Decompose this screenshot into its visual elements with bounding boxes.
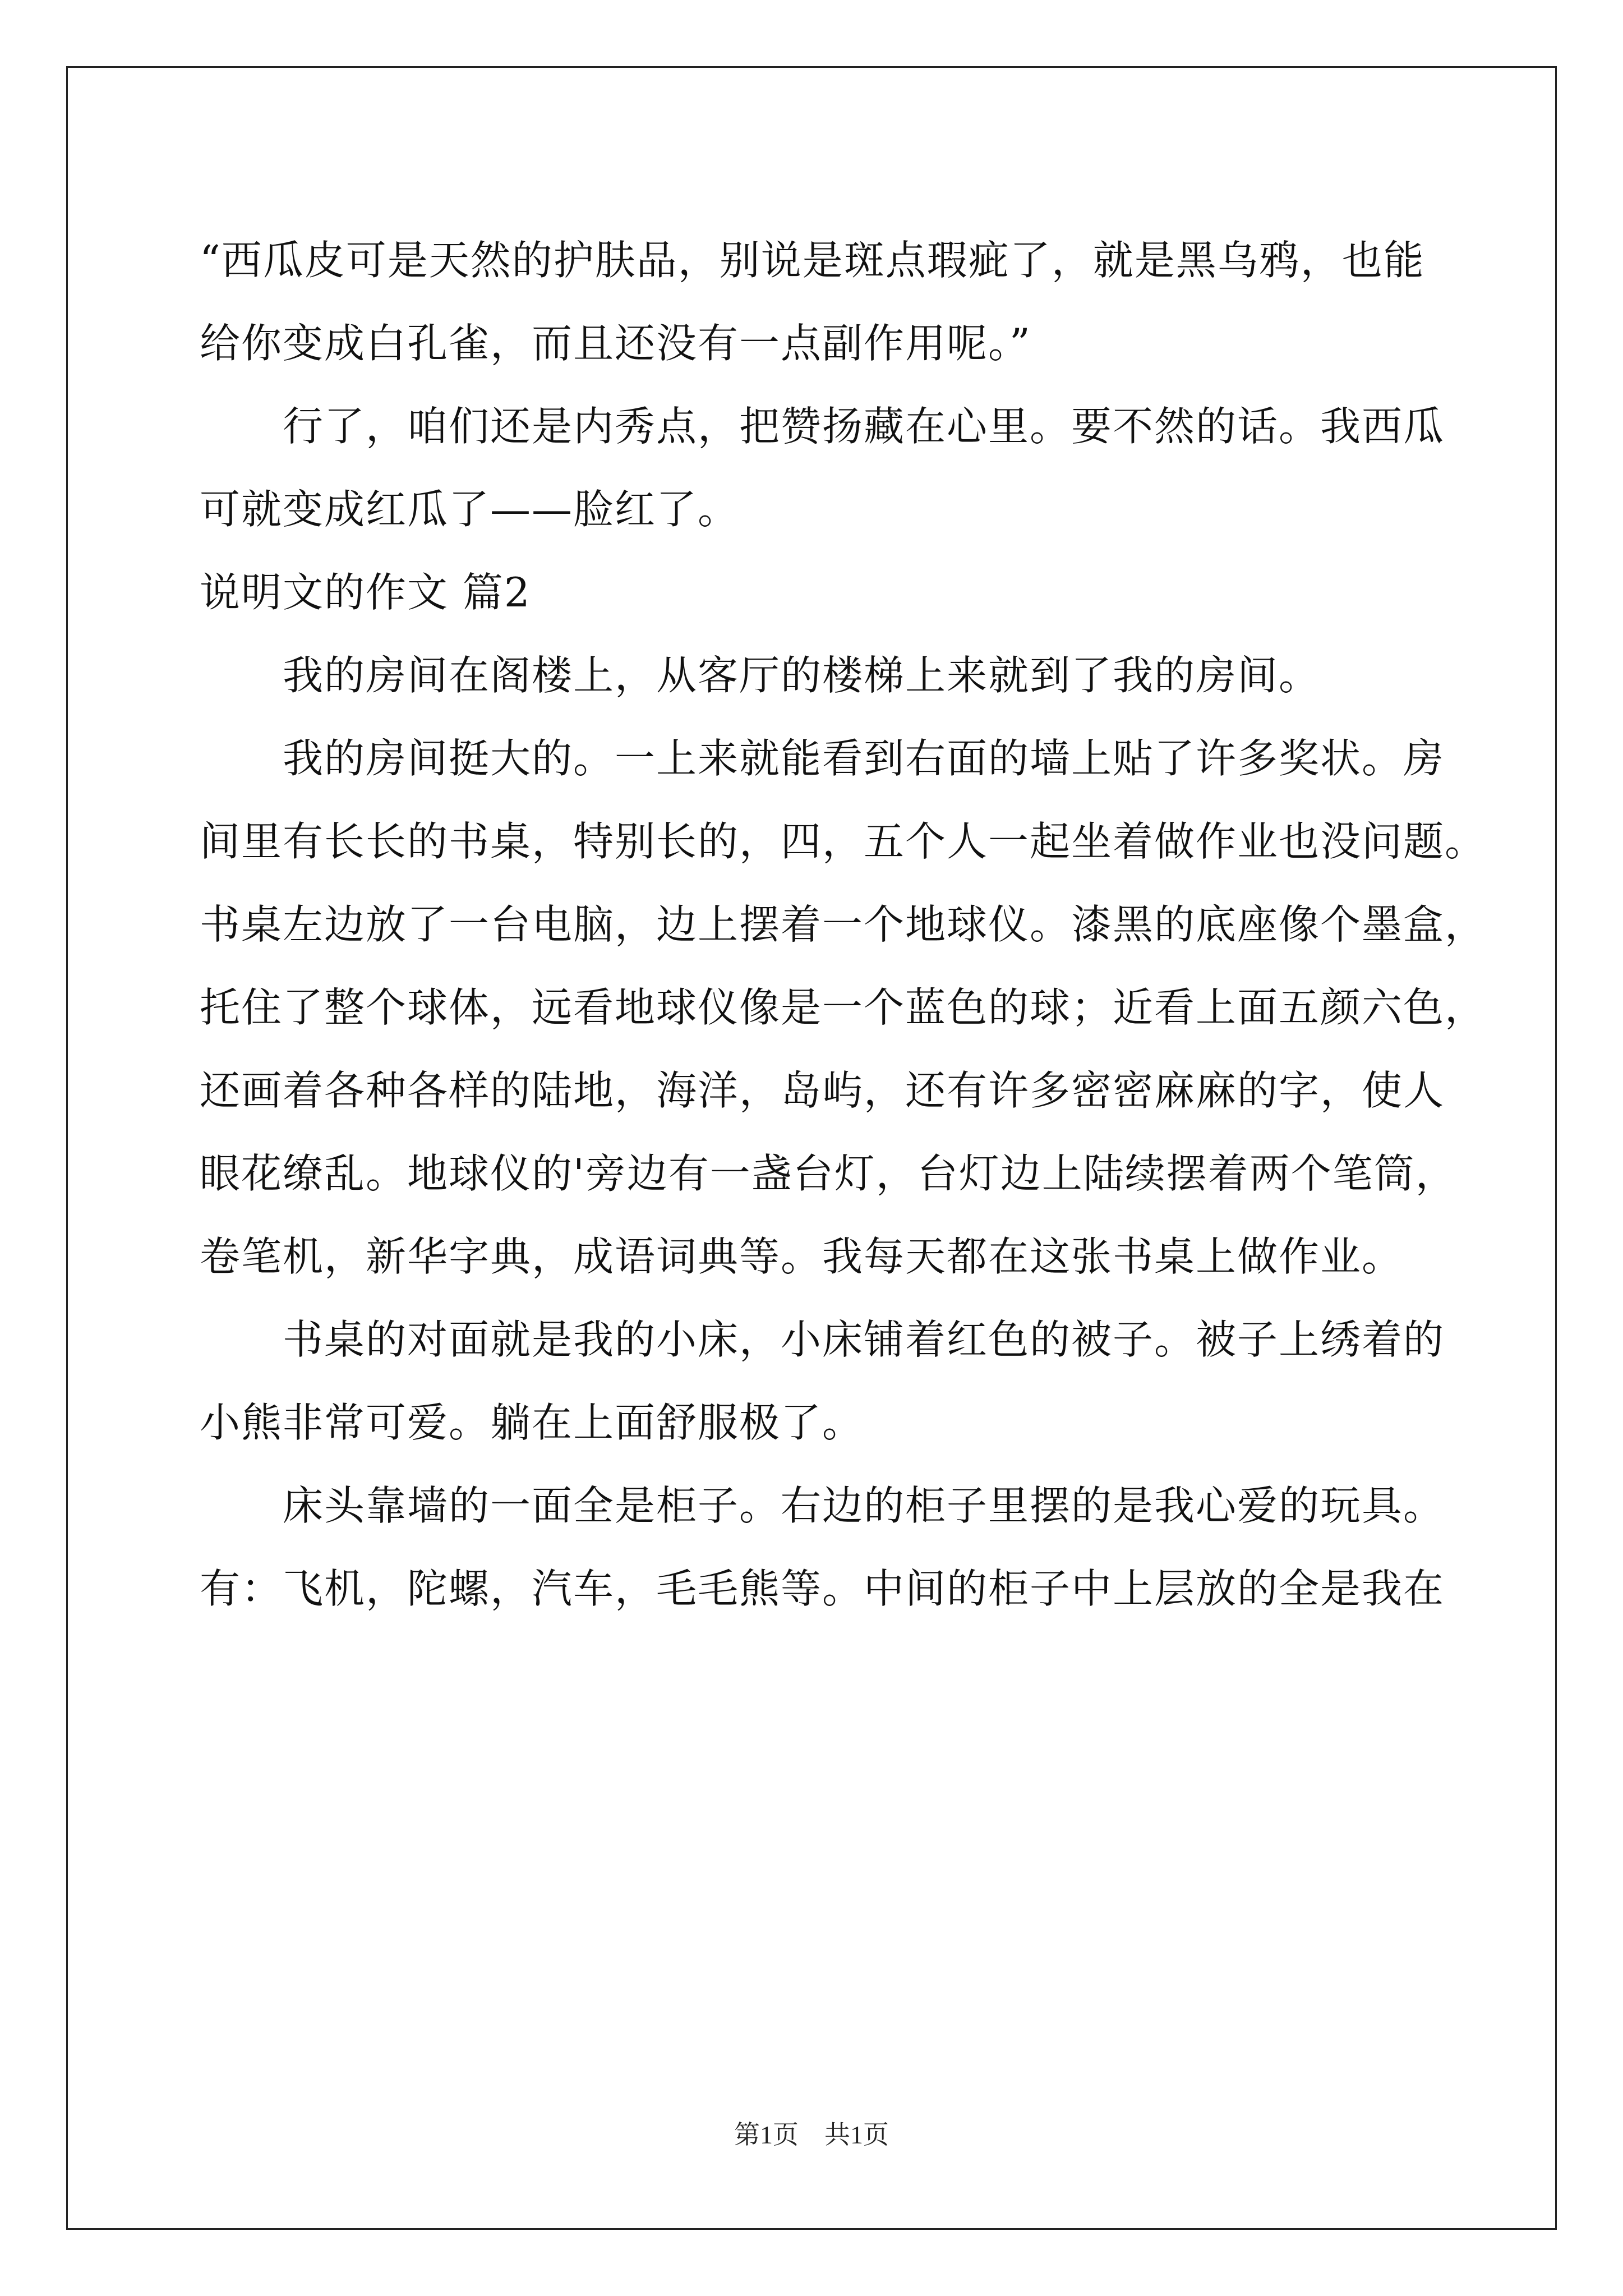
text-line: 可就变成红瓜了——脸红了。	[200, 486, 740, 533]
text-line: 床头靠墙的一面全是柜子。右边的柜子里摆的是我心爱的玩具。	[283, 1482, 1445, 1529]
text-line: 行了，咱们还是内秀点，把赞扬藏在心里。要不然的话。我西瓜	[283, 403, 1445, 450]
text-line: 眼花缭乱。地球仪的'旁边有一盏台灯，台灯边上陆续摆着两个笔筒，	[200, 1150, 1457, 1197]
text-line: 还画着各种各样的陆地，海洋，岛屿，还有许多密密麻麻的字，使人	[200, 1067, 1445, 1114]
page-number: 第1页 共1页	[734, 2120, 889, 2149]
text-line: 有：飞机，陀螺，汽车，毛毛熊等。中间的柜子中上层放的全是我在	[200, 1565, 1445, 1612]
text-line: 托住了整个球体，远看地球仪像是一个蓝色的球；近看上面五颜六色，	[200, 984, 1487, 1031]
text-line: 卷笔机，新华字典，成语词典等。我每天都在这张书桌上做作业。	[200, 1233, 1404, 1280]
text-line: 书桌左边放了一台电脑，边上摆着一个地球仪。漆黑的底座像个墨盒，	[200, 901, 1487, 948]
text-line: 小熊非常可爱。躺在上面舒服极了。	[200, 1399, 864, 1446]
text-line: 间里有长长的书桌，特别长的，四，五个人一起坐着做作业也没问题。	[200, 818, 1487, 865]
text-line: 我的房间在阁楼上，从客厅的楼梯上来就到了我的房间。	[283, 652, 1321, 699]
text-line: “西瓜皮可是天然的护肤品，别说是斑点瑕疵了，就是黑乌鸦，也能	[200, 237, 1425, 284]
text-line: 我的房间挺大的。一上来就能看到右面的墙上贴了许多奖状。房	[283, 735, 1445, 782]
section-heading: 说明文的作文 篇2	[200, 569, 531, 616]
text-line: 给你变成白孔雀，而且还没有一点副作用呢。”	[200, 320, 1031, 367]
document-body	[200, 219, 1487, 1630]
text-line: 书桌的对面就是我的小床，小床铺着红色的被子。被子上绣着的	[283, 1316, 1445, 1363]
